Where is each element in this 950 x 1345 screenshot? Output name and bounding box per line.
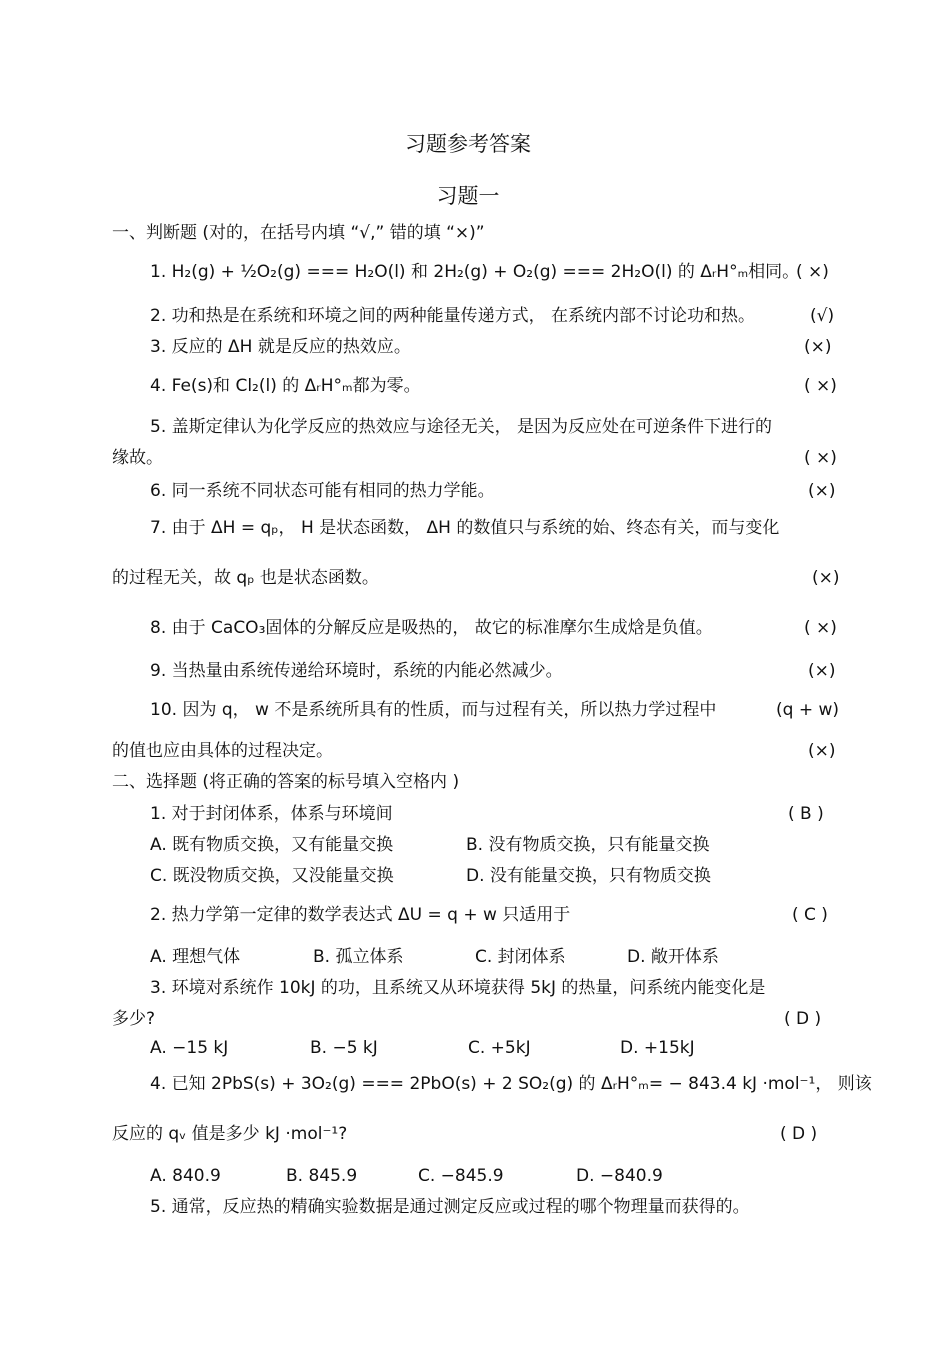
choice-1-option-d: D. 没有能量交换，只有物质交换 — [466, 866, 711, 886]
judge-answer-9: (×) — [808, 661, 836, 681]
judge-answer-4: ( ×) — [804, 376, 837, 396]
choice-answer-3: ( D ) — [784, 1009, 822, 1029]
main-title: 习题参考答案 — [405, 132, 531, 156]
choice-4-option-b: B. 845.9 — [286, 1166, 358, 1186]
judge-item-2: 2. 功和热是在系统和环境之间的两种能量传递方式， 在系统内部不讨论功和热。 — [150, 306, 756, 326]
judge-item-1: 1. H₂(g) + ½O₂(g) === H₂O(l) 和 2H₂(g) + O₂(g) === 2H₂O(l) 的 ΔᵣH°ₘ相同。 — [150, 262, 800, 282]
choice-item-2: 2. 热力学第一定律的数学表达式 ΔU = q + w 只适用于 — [150, 905, 571, 925]
choice-4-option-d: D. −840.9 — [576, 1166, 663, 1186]
choice-3-option-a: A. −15 kJ — [150, 1038, 229, 1058]
judge-answer-2: (√) — [810, 306, 835, 326]
choice-answer-2: ( C ) — [792, 905, 828, 925]
judge-item-9: 9. 当热量由系统传递给环境时，系统的内能必然减少。 — [150, 661, 563, 681]
judge-item-10-right: (q + w) — [776, 700, 840, 720]
judge-answer-1: ( ×) — [796, 262, 829, 282]
choice-item-4-cont: 反应的 qᵥ 值是多少 kJ ·mol⁻¹? — [112, 1124, 348, 1144]
judge-item-6: 6. 同一系统不同状态可能有相同的热力学能。 — [150, 481, 495, 501]
choice-1-option-a: A. 既有物质交换，又有能量交换 — [150, 835, 394, 855]
judge-item-7: 7. 由于 ΔH = qₚ， H 是状态函数， ΔH 的数值只与系统的始、终态有关，而与变化 — [150, 518, 780, 538]
choice-2-option-d: D. 敞开体系 — [627, 947, 719, 967]
judge-answer-5: ( ×) — [804, 448, 837, 468]
sub-title: 习题一 — [436, 184, 500, 208]
choice-2-option-a: A. 理想气体 — [150, 947, 241, 967]
judge-heading: 一、判断题 (对的，在括号内填 “√,” 错的填 “×)” — [112, 223, 485, 243]
choice-4-option-c: C. −845.9 — [418, 1166, 504, 1186]
choice-answer-1: ( B ) — [788, 804, 824, 824]
judge-item-5-cont: 缘故。 — [112, 448, 163, 468]
choice-3-option-c: C. +5kJ — [468, 1038, 531, 1058]
choice-2-option-b: B. 孤立体系 — [313, 947, 404, 967]
judge-item-5: 5. 盖斯定律认为化学反应的热效应与途径无关， 是因为反应处在可逆条件下进行的 — [150, 417, 773, 437]
choice-1-option-b: B. 没有物质交换，只有能量交换 — [466, 835, 710, 855]
choice-item-3: 3. 环境对系统作 10kJ 的功，且系统又从环境获得 5kJ 的热量，问系统内能变化是 — [150, 978, 766, 998]
judge-answer-6: (×) — [808, 481, 836, 501]
choice-1-option-c: C. 既没物质交换，又没能量交换 — [150, 866, 394, 886]
choice-heading: 二、选择题 (将正确的答案的标号填入空格内 ) — [112, 772, 460, 792]
choice-item-3-cont: 多少? — [112, 1009, 156, 1029]
choice-answer-4: ( D ) — [780, 1124, 818, 1144]
judge-answer-8: ( ×) — [804, 618, 837, 638]
judge-item-10-cont: 的值也应由具体的过程决定。 — [112, 741, 333, 761]
choice-item-4: 4. 已知 2PbS(s) + 3O₂(g) === 2PbO(s) + 2 SO₂(g) 的 ΔᵣH°ₘ= − 843.4 kJ ·mol⁻¹， 则该 — [150, 1074, 872, 1094]
choice-3-option-b: B. −5 kJ — [310, 1038, 378, 1058]
judge-item-4: 4. Fe(s)和 Cl₂(l) 的 ΔᵣH°ₘ都为零。 — [150, 376, 421, 396]
judge-item-3: 3. 反应的 ΔH 就是反应的热效应。 — [150, 337, 411, 357]
judge-item-8: 8. 由于 CaCO₃固体的分解反应是吸热的， 故它的标准摩尔生成焓是负值。 — [150, 618, 713, 638]
choice-3-option-d: D. +15kJ — [620, 1038, 695, 1058]
choice-item-5: 5. 通常，反应热的精确实验数据是通过测定反应或过程的哪个物理量而获得的。 — [150, 1197, 750, 1217]
judge-item-10: 10. 因为 q， w 不是系统所具有的性质，而与过程有关，所以热力学过程中 — [150, 700, 717, 720]
judge-item-7-cont: 的过程无关，故 qₚ 也是状态函数。 — [112, 568, 379, 588]
choice-4-option-a: A. 840.9 — [150, 1166, 221, 1186]
judge-answer-7: (×) — [812, 568, 840, 588]
choice-item-1: 1. 对于封闭体系，体系与环境间 — [150, 804, 393, 824]
choice-2-option-c: C. 封闭体系 — [475, 947, 566, 967]
judge-answer-10: (×) — [808, 741, 836, 761]
judge-answer-3: (×) — [804, 337, 832, 357]
